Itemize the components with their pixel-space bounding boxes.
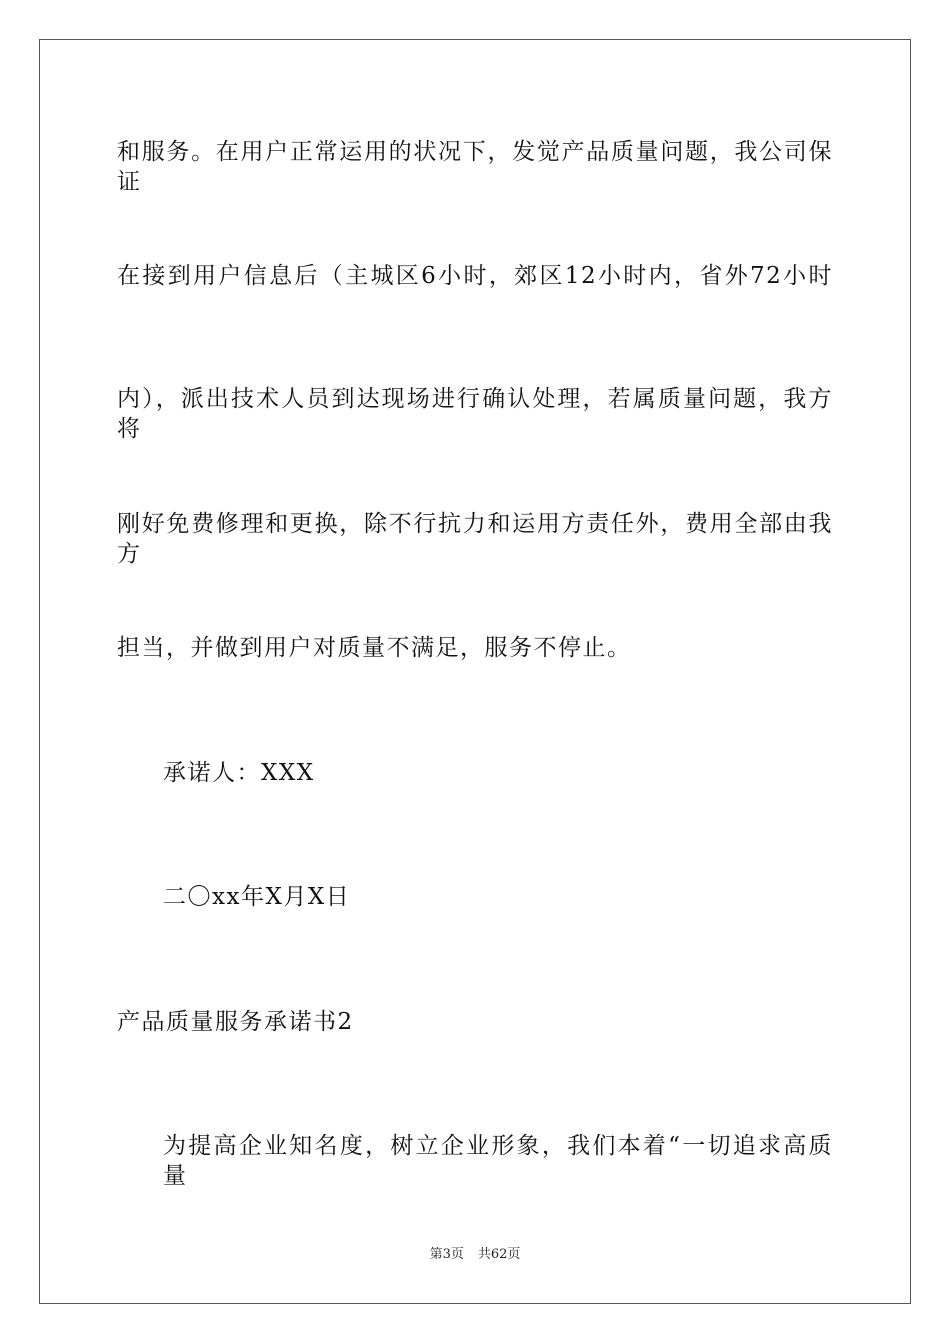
next-paragraph-line: 为提高企业知名度，树立企业形象，我们本着“一切追求高质量 [163, 1133, 833, 1189]
section-title: 产品质量服务承诺书2 [117, 1009, 354, 1035]
page-total: 共62页 [477, 1247, 521, 1262]
paragraph-line-4: 刚好免费修理和更换，除不行抗力和运用方责任外，费用全部由我方 [117, 511, 833, 567]
page-frame [39, 39, 911, 1304]
paragraph-line-3: 内），派出技术人员到达现场进行确认处理，若属质量问题，我方将 [117, 386, 833, 442]
page-footer [0, 1245, 950, 1265]
signatory-line: 承诺人：XXX [163, 760, 315, 786]
page-number: 第3页 [429, 1247, 464, 1262]
paragraph-line-5: 担当，并做到用户对质量不满足，服务不停止。 [117, 635, 632, 661]
date-line: 二〇xx年X月X日 [163, 884, 351, 910]
paragraph-line-2: 在接到用户信息后（主城区6小时，郊区12小时内，省外72小时 [117, 263, 833, 289]
paragraph-line-1: 和服务。在用户正常运用的状况下，发觉产品质量问题，我公司保证 [117, 139, 833, 195]
